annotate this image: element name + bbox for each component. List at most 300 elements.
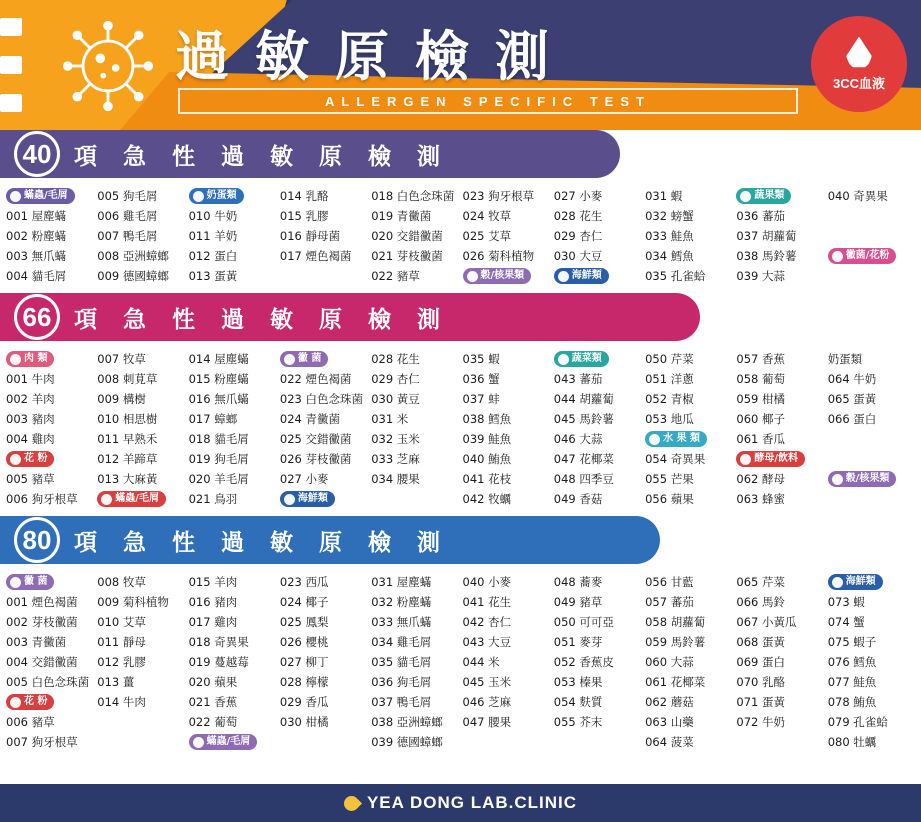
allergen-item: 015 羊肉 — [188, 575, 238, 589]
allergen-item: 024 椰子 — [279, 595, 329, 609]
allergen-item: 003 無爪蟎 — [6, 249, 67, 263]
allergen-item: 027 小麥 — [279, 472, 329, 486]
allergen-item: 003 青黴菌 — [6, 635, 67, 649]
category-chip-yeast-drink-icon — [736, 451, 805, 467]
allergen-item: 021 香蕉 — [188, 695, 238, 709]
fruit-icon — [649, 434, 660, 445]
allergen-grid-80 — [0, 574, 921, 759]
grid-empty-cell — [554, 734, 641, 751]
grid-empty-cell — [371, 491, 458, 508]
section-title-40: 項 急 性 過 敏 原 檢 測 — [74, 143, 450, 170]
pollen-icon — [10, 697, 21, 708]
section-number-80: 80 — [14, 517, 60, 563]
mold-pollen-icon — [832, 251, 843, 262]
allergen-item: 014 乳酪 — [279, 189, 329, 203]
category-chip — [828, 471, 915, 488]
category-chip-label: 海鮮類 — [297, 493, 328, 504]
allergen-item: 022 煙色褐菌 — [279, 372, 352, 386]
category-chip — [97, 491, 184, 508]
allergen-item: 012 羊蹄草 — [97, 452, 158, 466]
section-banner-80 — [0, 516, 660, 564]
vegetable-icon — [558, 354, 569, 365]
category-chip-label: 花 粉 — [24, 453, 48, 464]
allergen-item: 003 豬肉 — [6, 412, 55, 426]
section-banner-40 — [0, 130, 620, 178]
category-chip — [189, 188, 276, 205]
allergen-item: 018 白色念珠菌 — [371, 189, 455, 203]
category-chip-label: 海鮮類 — [845, 576, 876, 587]
allergen-item: 048 蕎麥 — [553, 575, 603, 589]
allergen-item: 054 奇異果 — [645, 452, 706, 466]
allergen-item: 007 牧草 — [97, 352, 146, 366]
seafood-icon — [558, 271, 569, 282]
allergen-item: 071 蛋黃 — [736, 695, 785, 709]
allergen-item: 016 豬肉 — [188, 595, 238, 609]
allergen-item: 046 芝麻 — [462, 695, 512, 709]
allergen-item: 039 鮭魚 — [462, 432, 512, 446]
allergen-item: 040 小麥 — [462, 575, 512, 589]
category-chip — [554, 268, 641, 285]
grid-empty-cell — [463, 734, 550, 751]
seafood-icon — [832, 577, 843, 588]
grid-empty-cell — [828, 228, 915, 245]
category-chip-seafood-icon — [828, 574, 883, 590]
sections-container — [0, 130, 921, 759]
allergen-item: 031 米 — [371, 412, 409, 426]
allergen-grid-40 — [0, 188, 921, 293]
allergen-item: 019 蔓越莓 — [188, 655, 249, 669]
allergen-item: 009 構樹 — [97, 392, 146, 406]
allergen-item: 019 青黴菌 — [371, 209, 432, 223]
allergen-item: 059 柑橘 — [736, 392, 785, 406]
allergen-item: 030 大豆 — [553, 249, 603, 263]
allergen-item: 007 狗牙根草 — [6, 735, 78, 749]
allergen-item: 001 屋塵蟎 — [6, 209, 67, 223]
blood-volume-label: 3CC血液 — [832, 75, 885, 91]
allergen-grid-66 — [0, 351, 921, 516]
allergen-item: 011 羊奶 — [188, 229, 238, 243]
allergen-item: 045 馬鈴薯 — [553, 412, 614, 426]
page-title: 過敏原檢測 — [175, 25, 575, 88]
leaf-icon — [341, 792, 362, 813]
allergen-item: 013 薑 — [97, 675, 135, 689]
allergen-item: 008 刺莧草 — [97, 372, 158, 386]
allergen-item: 023 西瓜 — [279, 575, 329, 589]
allergen-item: 013 大麻黃 — [97, 472, 158, 486]
allergen-item: 033 鮭魚 — [645, 229, 694, 243]
allergen-item: 076 鱈魚 — [827, 655, 877, 669]
allergen-item: 065 蛋黃 — [827, 392, 877, 406]
grid-empty-cell — [828, 491, 915, 508]
category-chip — [736, 188, 823, 205]
allergen-item: 008 牧草 — [97, 575, 146, 589]
allergen-item: 078 鮪魚 — [827, 695, 877, 709]
allergen-item: 055 芥末 — [553, 715, 603, 729]
category-chip-label: 黴菌/花粉 — [845, 250, 890, 261]
allergen-item: 047 腰果 — [462, 715, 512, 729]
allergen-item: 029 杏仁 — [553, 229, 603, 243]
allergen-item: 009 菊科植物 — [97, 595, 169, 609]
category-chip — [645, 431, 732, 448]
allergen-item: 035 孔雀蛤 — [645, 269, 706, 283]
allergen-item: 066 蛋白 — [827, 412, 877, 426]
category-chip — [280, 491, 367, 508]
allergen-item: 012 蛋白 — [188, 249, 238, 263]
allergen-item: 028 花生 — [371, 352, 420, 366]
category-chip — [6, 574, 93, 591]
allergen-item: 015 乳膠 — [279, 209, 329, 223]
category-chip-seafood-icon — [554, 268, 609, 284]
allergen-item: 037 胡蘿蔔 — [736, 229, 797, 243]
allergen-item: 070 乳酪 — [736, 675, 785, 689]
allergen-item: 008 亞洲蟑螂 — [97, 249, 169, 263]
allergen-item: 064 牛奶 — [827, 372, 877, 386]
allergen-item: 038 馬鈴薯 — [736, 249, 797, 263]
allergen-item: 018 奇異果 — [188, 635, 249, 649]
allergen-item: 006 雞毛屑 — [97, 209, 158, 223]
grid-empty-cell — [97, 734, 184, 751]
section-banner-66 — [0, 293, 700, 341]
category-chip-mold-icon — [280, 351, 328, 367]
allergen-item: 027 柳丁 — [279, 655, 329, 669]
category-chip — [554, 351, 641, 368]
allergen-item: 055 芒果 — [645, 472, 694, 486]
category-chip-vegetable-icon — [554, 351, 609, 367]
allergen-item: 025 艾草 — [462, 229, 512, 243]
category-chip-label: 水 果 類 — [663, 433, 701, 444]
section-title-80: 項 急 性 過 敏 原 檢 測 — [74, 529, 450, 556]
allergen-item: 027 小麥 — [553, 189, 603, 203]
seafood-icon — [284, 494, 295, 505]
allergen-item: 067 小黃瓜 — [736, 615, 797, 629]
allergen-item: 053 地瓜 — [645, 412, 694, 426]
allergen-item: 030 黃豆 — [371, 392, 420, 406]
allergen-item: 062 酵母 — [736, 472, 785, 486]
allergen-item: 002 芽枝黴菌 — [6, 615, 78, 629]
allergen-item: 057 香蕉 — [736, 352, 785, 366]
allergen-item: 001 牛肉 — [6, 372, 55, 386]
allergen-item: 028 花生 — [553, 209, 603, 223]
allergen-item: 058 葡萄 — [736, 372, 785, 386]
allergen-item: 037 蚌 — [462, 392, 500, 406]
allergen-item: 017 蟑螂 — [188, 412, 238, 426]
category-chip — [280, 351, 367, 368]
allergen-item: 032 螃蟹 — [645, 209, 694, 223]
category-chip-mite-icon — [6, 188, 75, 204]
grid-empty-cell — [828, 208, 915, 225]
allergen-item: 073 蝦 — [827, 595, 865, 609]
clinic-name: YEA DONG LAB.CLINIC — [366, 793, 578, 812]
mold-icon — [284, 354, 295, 365]
category-chip-label: 肉 類 — [24, 353, 48, 364]
allergen-item: 023 白色念珠菌 — [279, 392, 363, 406]
allergen-item: 011 早熟禾 — [97, 432, 158, 446]
allergen-item: 025 鳳梨 — [279, 615, 329, 629]
allergen-item: 026 芽枝黴菌 — [279, 452, 352, 466]
allergen-item: 034 雞毛屑 — [371, 635, 432, 649]
allergen-item: 032 粉塵蟎 — [371, 595, 432, 609]
allergen-item: 011 靜母 — [97, 635, 146, 649]
allergen-item: 080 牡蠣 — [827, 735, 877, 749]
subtitle-frame — [178, 88, 798, 114]
allergen-item: 069 蛋白 — [736, 655, 785, 669]
allergen-item: 021 芽枝黴菌 — [371, 249, 443, 263]
category-chip-mite-icon — [97, 491, 166, 507]
category-chip — [6, 188, 93, 205]
section-80 — [0, 516, 921, 759]
allergen-item: 041 花枝 — [462, 472, 512, 486]
category-chip-label: 酵母/飲料 — [754, 453, 799, 464]
header-stripes — [0, 18, 30, 112]
allergen-item: 049 豬草 — [553, 595, 603, 609]
allergen-item: 036 蕃茄 — [736, 209, 785, 223]
category-chip-label: 蟎蟲/毛屑 — [24, 190, 68, 201]
section-66 — [0, 293, 921, 516]
category-chip-label: 穀/核果類 — [845, 473, 890, 484]
allergen-item: 079 孔雀蛤 — [827, 715, 888, 729]
allergen-item: 022 葡萄 — [188, 715, 238, 729]
allergen-item: 004 雞肉 — [6, 432, 55, 446]
vegetable-icon — [740, 191, 751, 202]
allergen-item: 007 鴨毛屑 — [97, 229, 158, 243]
allergen-item: 050 可可亞 — [553, 615, 614, 629]
allergen-item: 048 四季豆 — [553, 472, 614, 486]
allergen-item: 043 蕃茄 — [553, 372, 603, 386]
grid-empty-cell — [280, 734, 367, 751]
allergen-item: 002 羊肉 — [6, 392, 55, 406]
allergen-item: 057 蕃茄 — [645, 595, 694, 609]
allergen-item: 004 貓毛屑 — [6, 269, 67, 283]
allergen-item: 035 蝦 — [462, 352, 500, 366]
meat-icon — [10, 354, 21, 365]
category-chip-label: 黴 菌 — [297, 353, 322, 364]
allergen-item: 058 胡蘿蔔 — [645, 615, 706, 629]
allergen-item: 001 煙色褐菌 — [6, 595, 78, 609]
allergen-item: 060 大蒜 — [645, 655, 694, 669]
allergen-item: 074 蟹 — [827, 615, 865, 629]
allergen-item: 053 榛果 — [553, 675, 603, 689]
allergen-item: 009 德國蟑螂 — [97, 269, 169, 283]
allergen-item: 032 玉米 — [371, 432, 420, 446]
blood-volume-badge — [811, 16, 907, 112]
page-header — [0, 0, 921, 130]
section-title-66: 項 急 性 過 敏 原 檢 測 — [74, 306, 450, 333]
allergen-item: 049 香菇 — [553, 492, 603, 506]
allergen-item: 013 蛋黃 — [188, 269, 238, 283]
grain-nut-icon — [467, 271, 478, 282]
pollen-icon — [10, 454, 21, 465]
grid-empty-cell — [97, 714, 184, 731]
allergen-item: 040 鮪魚 — [462, 452, 512, 466]
allergen-item: 016 無爪蟎 — [188, 392, 249, 406]
mite-icon — [193, 737, 204, 748]
allergen-item: 054 麩質 — [553, 695, 603, 709]
mite-icon — [101, 494, 112, 505]
grid-empty-cell — [828, 268, 915, 285]
section-40 — [0, 130, 921, 293]
allergen-item: 005 豬草 — [6, 472, 55, 486]
category-chip-mite-icon — [189, 734, 258, 750]
allergen-item: 020 交錯黴菌 — [371, 229, 443, 243]
category-chip-grain-nut-icon — [828, 471, 897, 487]
allergen-item: 012 乳膠 — [97, 655, 146, 669]
category-chip-label: 穀/核果類 — [480, 270, 525, 281]
yeast-drink-icon — [740, 454, 751, 465]
allergen-item: 056 甘藍 — [645, 575, 694, 589]
allergen-item: 010 艾草 — [97, 615, 146, 629]
allergen-item: 047 花椰菜 — [553, 452, 614, 466]
virus-icon — [60, 18, 156, 114]
mite-icon — [10, 191, 21, 202]
allergen-item: 031 屋塵蟎 — [371, 575, 432, 589]
category-chip-fruit-icon — [645, 431, 707, 447]
allergen-item: 044 米 — [462, 655, 500, 669]
blood-drop-icon — [846, 37, 872, 69]
allergen-item: 038 鱈魚 — [462, 412, 512, 426]
milk-egg-icon — [193, 191, 204, 202]
category-chip-mold-pollen-icon — [828, 248, 897, 264]
allergen-item: 010 相思樹 — [97, 412, 158, 426]
category-chip-label: 海鮮類 — [571, 270, 602, 281]
category-chip — [828, 248, 915, 265]
allergen-item: 028 檸檬 — [279, 675, 329, 689]
allergen-item: 044 胡蘿蔔 — [553, 392, 614, 406]
allergen-item: 042 牧蠣 — [462, 492, 512, 506]
allergen-item: 016 靜母菌 — [279, 229, 340, 243]
allergen-item: 042 杏仁 — [462, 615, 512, 629]
allergen-item: 063 蜂蜜 — [736, 492, 785, 506]
allergen-item: 040 奇異果 — [827, 189, 888, 203]
category-chip-pollen-icon — [6, 451, 54, 467]
allergen-item: 024 青黴菌 — [279, 412, 340, 426]
allergen-item: 041 花生 — [462, 595, 512, 609]
allergen-item: 015 粉塵蟎 — [188, 372, 249, 386]
allergen-item: 043 大豆 — [462, 635, 512, 649]
allergen-item: 014 牛肉 — [97, 695, 146, 709]
allergen-item: 017 煙色褐菌 — [279, 249, 352, 263]
allergen-item: 038 亞洲蟑螂 — [371, 715, 443, 729]
grid-empty-cell — [280, 268, 367, 285]
allergen-item: 046 大蒜 — [553, 432, 603, 446]
allergen-item: 031 蝦 — [645, 189, 683, 203]
allergen-item: 039 大蒜 — [736, 269, 785, 283]
allergen-item: 035 貓毛屑 — [371, 655, 432, 669]
allergen-item: 026 菊科植物 — [462, 249, 535, 263]
allergen-item: 030 柑橘 — [279, 715, 329, 729]
allergen-item: 020 羊毛屑 — [188, 472, 249, 486]
allergen-item: 061 花椰菜 — [645, 675, 706, 689]
category-chip — [6, 694, 93, 711]
category-chip-meat-icon — [6, 351, 54, 367]
allergen-item: 065 芹菜 — [736, 575, 785, 589]
allergen-item: 019 狗毛屑 — [188, 452, 249, 466]
section-number-40: 40 — [14, 131, 60, 177]
category-chip-label: 蔬果類 — [754, 190, 785, 201]
category-chip-mold-icon — [6, 574, 54, 590]
grid-empty-cell — [828, 451, 915, 468]
category-chip-milk-egg-icon — [189, 188, 244, 204]
allergen-item: 061 香瓜 — [736, 432, 785, 446]
allergen-item: 006 狗牙根草 — [6, 492, 78, 506]
category-chip-label: 黴 菌 — [24, 576, 48, 587]
category-chip-label: 蟎蟲/毛屑 — [206, 736, 251, 747]
grid-empty-cell — [828, 431, 915, 448]
allergen-item: 029 香瓜 — [279, 695, 329, 709]
allergen-item: 034 腰果 — [371, 472, 420, 486]
allergen-item: 056 蘋果 — [645, 492, 694, 506]
allergen-item: 026 櫻桃 — [279, 635, 329, 649]
allergen-item: 064 菠菜 — [645, 735, 694, 749]
allergen-item: 052 青椒 — [645, 392, 694, 406]
page-footer — [0, 784, 921, 822]
allergen-item: 036 狗毛屑 — [371, 675, 432, 689]
allergen-item: 014 屋塵蟎 — [188, 352, 249, 366]
allergen-item: 004 交錯黴菌 — [6, 655, 78, 669]
allergen-item: 050 芹菜 — [645, 352, 694, 366]
mold-icon — [10, 577, 21, 588]
allergen-item: 077 鮭魚 — [827, 675, 877, 689]
grain-nut-icon — [832, 474, 843, 485]
allergen-item: 034 鱈魚 — [645, 249, 694, 263]
allergen-item: 075 蝦子 — [827, 635, 877, 649]
allergen-item: 063 山藥 — [645, 715, 694, 729]
category-chip — [6, 451, 93, 468]
category-chip — [6, 351, 93, 368]
allergen-item: 005 狗毛屑 — [97, 189, 158, 203]
category-chip-vegetable-icon — [736, 188, 791, 204]
allergen-item: 060 椰子 — [736, 412, 785, 426]
allergen-item: 029 杏仁 — [371, 372, 420, 386]
allergen-item: 062 蘑菇 — [645, 695, 694, 709]
allergen-item: 037 鴨毛屑 — [371, 695, 432, 709]
allergen-item: 051 麥芽 — [553, 635, 603, 649]
category-chip — [828, 574, 915, 591]
category-chip-seafood-icon — [280, 491, 335, 507]
allergen-item: 033 無爪蟎 — [371, 615, 432, 629]
category-chip-label: 蔬菜類 — [571, 353, 602, 364]
allergen-item: 072 牛奶 — [736, 715, 785, 729]
allergen-item: 021 鳥羽 — [188, 492, 238, 506]
allergen-item: 025 交錯黴菌 — [279, 432, 352, 446]
section-number-66: 66 — [14, 294, 60, 340]
allergen-item: 052 香蕉皮 — [553, 655, 614, 669]
category-chip — [736, 451, 823, 468]
category-chip-label: 蟎蟲/毛屑 — [115, 493, 159, 504]
allergen-item: 045 玉米 — [462, 675, 512, 689]
allergen-item: 023 狗牙根草 — [462, 189, 535, 203]
allergen-item: 018 貓毛屑 — [188, 432, 249, 446]
allergen-item: 036 蟹 — [462, 372, 500, 386]
allergen-item: 005 白色念珠菌 — [6, 675, 90, 689]
page-subtitle: ALLERGEN SPECIFIC TEST — [325, 93, 651, 109]
allergen-item: 022 豬草 — [371, 269, 420, 283]
allergen-item: 033 芝麻 — [371, 452, 420, 466]
category-chip — [189, 734, 276, 751]
allergen-item: 006 豬草 — [6, 715, 55, 729]
allergen-item: 066 馬鈴 — [736, 595, 785, 609]
allergen-item: 017 雞肉 — [188, 615, 238, 629]
allergen-item: 奶蛋類 — [827, 352, 863, 366]
allergen-item: 010 牛奶 — [188, 209, 238, 223]
category-chip-label: 奶蛋類 — [206, 190, 237, 201]
category-chip — [463, 268, 550, 285]
grid-empty-cell — [736, 734, 823, 751]
allergen-item: 059 馬鈴薯 — [645, 635, 706, 649]
category-chip-grain-nut-icon — [463, 268, 532, 284]
category-chip-label: 花 粉 — [24, 696, 48, 707]
allergen-item: 020 蘋果 — [188, 675, 238, 689]
allergen-item: 002 粉塵蟎 — [6, 229, 67, 243]
